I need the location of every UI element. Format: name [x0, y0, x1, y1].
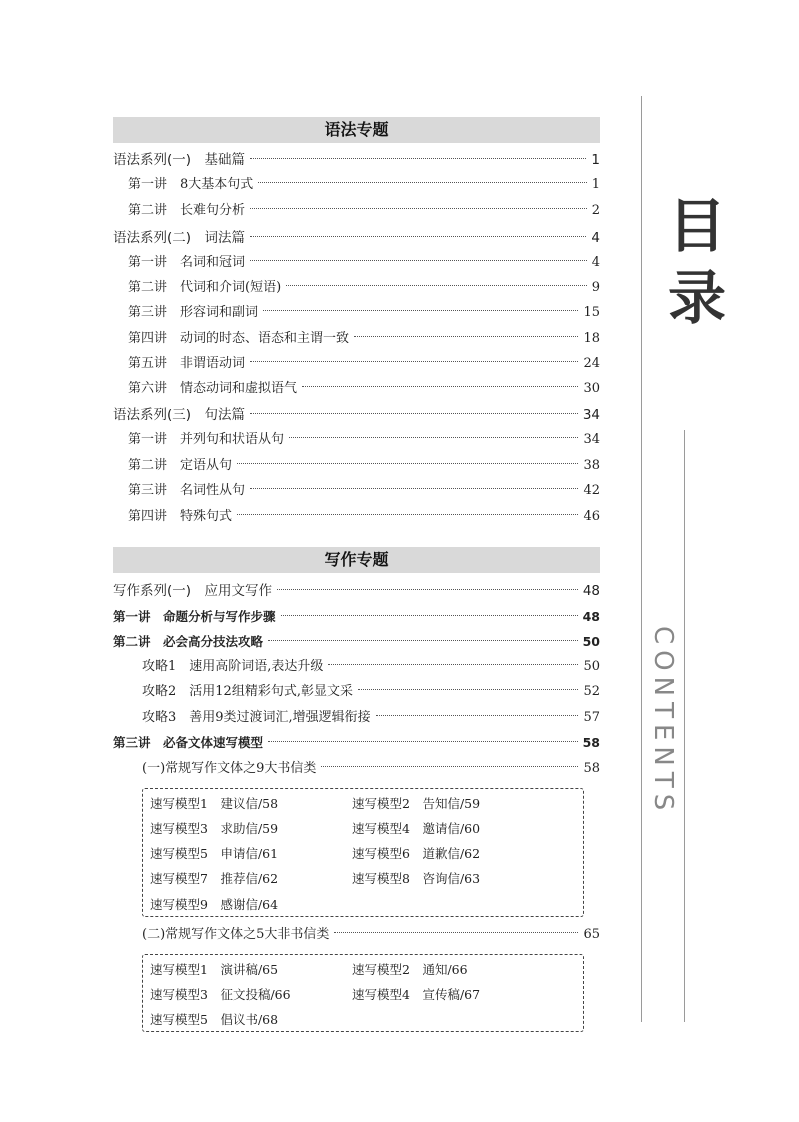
entry-label: 写作系列(一) 应用文写作 [113, 583, 273, 599]
leader-dots [334, 932, 578, 933]
leader-dots [268, 741, 578, 742]
toc-entry[interactable] [113, 733, 600, 753]
toc-entry[interactable] [113, 632, 600, 652]
leader-dots [250, 158, 586, 159]
entry-page: 46 [583, 509, 600, 524]
entry-label: 第一讲 命题分析与写作步骤 [113, 609, 276, 624]
entry-page: 50 [583, 659, 600, 674]
toc-entry[interactable] [128, 430, 600, 450]
toc-entry[interactable] [113, 607, 600, 627]
side-title-panel [641, 96, 728, 1022]
leader-dots [250, 488, 578, 489]
entry-page: 38 [583, 458, 600, 473]
entry-label: 第二讲 定语从句 [128, 458, 233, 473]
template-item[interactable]: 速写模型3 征文投稿/66 [150, 987, 291, 1002]
entry-page: 42 [583, 483, 600, 498]
entry-page: 15 [583, 305, 600, 320]
leader-dots [250, 236, 586, 237]
entry-page: 58 [582, 735, 600, 750]
template-item[interactable]: 速写模型5 倡议书/68 [150, 1012, 279, 1027]
entry-page: 57 [583, 710, 600, 725]
entry-label: 第三讲 必备文体速写模型 [113, 735, 264, 750]
contents-vertical-text: CONTENTS [648, 626, 678, 817]
side-title-char-1: 目 [667, 192, 726, 260]
entry-label: 语法系列(三) 句法篇 [113, 407, 246, 423]
toc-entry[interactable] [142, 708, 600, 728]
template-item[interactable]: 速写模型9 感谢信/64 [150, 897, 279, 912]
entry-label: 第五讲 非谓语动词 [128, 356, 246, 371]
entry-label: (一)常规写作文体之9大书信类 [142, 761, 317, 776]
entry-label: 语法系列(一) 基础篇 [113, 152, 246, 168]
entry-page: 1 [591, 152, 600, 168]
toc-entry[interactable] [128, 379, 600, 399]
template-item[interactable]: 速写模型1 建议信/58 [150, 796, 279, 811]
leader-dots [289, 437, 578, 438]
template-item[interactable]: 速写模型5 申请信/61 [150, 846, 279, 861]
non-letter-template-box [142, 954, 584, 1032]
toc-entry[interactable] [128, 481, 600, 501]
leader-dots [281, 615, 578, 616]
toc-entry[interactable] [113, 405, 600, 425]
toc-entry[interactable] [142, 657, 600, 677]
entry-label: 攻略1 速用高阶词语,表达升级 [142, 659, 324, 674]
leader-dots [354, 336, 578, 337]
entry-page: 4 [591, 255, 600, 270]
entry-page: 65 [583, 927, 600, 942]
entry-page: 18 [583, 331, 600, 346]
leader-dots [237, 514, 578, 515]
leader-dots [258, 182, 586, 183]
entry-page: 30 [583, 381, 600, 396]
toc-entry[interactable] [128, 507, 600, 527]
entry-label: 第三讲 名词性从句 [128, 483, 246, 498]
leader-dots [250, 413, 578, 414]
template-item[interactable]: 速写模型7 推荐信/62 [150, 871, 279, 886]
entry-label: 第四讲 动词的时态、语态和主谓一致 [128, 331, 350, 346]
entry-label: 第一讲 名词和冠词 [128, 255, 246, 270]
leader-dots [250, 260, 587, 261]
toc-entry[interactable] [142, 759, 600, 779]
letter-template-box [142, 788, 584, 917]
entry-label: 第二讲 必会高分技法攻略 [113, 634, 264, 649]
leader-dots [321, 766, 578, 767]
toc-entry[interactable] [128, 278, 600, 298]
toc-entry[interactable] [113, 581, 600, 601]
entry-label: 第三讲 形容词和副词 [128, 305, 259, 320]
template-item[interactable]: 速写模型2 告知信/59 [352, 796, 481, 811]
entry-label: 语法系列(二) 词法篇 [113, 230, 246, 246]
toc-entry[interactable] [128, 175, 600, 195]
toc-entry[interactable] [128, 354, 600, 374]
toc-entry[interactable] [142, 682, 600, 702]
entry-label: 第一讲 并列句和状语从句 [128, 432, 285, 447]
entry-page: 34 [582, 407, 600, 423]
leader-dots [263, 310, 578, 311]
template-item[interactable]: 速写模型6 道歉信/62 [352, 846, 481, 861]
entry-page: 2 [591, 203, 600, 218]
leader-dots [277, 589, 578, 590]
section-header-grammar: 语法专题 [113, 117, 600, 143]
entry-page: 24 [583, 356, 600, 371]
section-header-writing: 写作专题 [113, 547, 600, 573]
entry-label: (二)常规写作文体之5大非书信类 [142, 927, 330, 942]
leader-dots [302, 386, 578, 387]
template-item[interactable]: 速写模型1 演讲稿/65 [150, 962, 279, 977]
side-divider-line [684, 430, 685, 1022]
toc-entry[interactable] [128, 303, 600, 323]
entry-page: 34 [583, 432, 600, 447]
template-item[interactable]: 速写模型4 邀请信/60 [352, 821, 481, 836]
toc-entry[interactable] [113, 150, 600, 170]
side-title-char-2: 录 [667, 264, 726, 332]
toc-entry[interactable] [128, 201, 600, 221]
entry-page: 1 [591, 177, 600, 192]
entry-label: 第一讲 8大基本句式 [128, 177, 254, 192]
entry-label: 攻略3 善用9类过渡词汇,增强逻辑衔接 [142, 710, 371, 725]
toc-entry[interactable] [128, 329, 600, 349]
entry-label: 第二讲 长难句分析 [128, 203, 246, 218]
toc-entry[interactable] [128, 253, 600, 273]
entry-page: 48 [582, 583, 600, 599]
entry-label: 第四讲 特殊句式 [128, 509, 233, 524]
entry-page: 48 [582, 609, 600, 624]
entry-label: 第二讲 代词和介词(短语) [128, 280, 282, 295]
template-item[interactable]: 速写模型8 咨询信/63 [352, 871, 481, 886]
template-item[interactable]: 速写模型4 宣传稿/67 [352, 987, 481, 1002]
entry-page: 58 [583, 761, 600, 776]
entry-page: 52 [583, 684, 600, 699]
leader-dots [358, 689, 579, 690]
entry-label: 攻略2 活用12组精彩句式,彰显文采 [142, 684, 353, 699]
entry-page: 4 [591, 230, 600, 246]
leader-dots [237, 463, 578, 464]
entry-label: 第六讲 情态动词和虚拟语气 [128, 381, 298, 396]
leader-dots [286, 285, 587, 286]
toc-entry[interactable] [142, 925, 600, 945]
toc-entry[interactable] [128, 456, 600, 476]
entry-page: 50 [582, 634, 600, 649]
template-item[interactable]: 速写模型3 求助信/59 [150, 821, 279, 836]
toc-entry[interactable] [113, 228, 600, 248]
leader-dots [376, 715, 579, 716]
template-item[interactable]: 速写模型2 通知/66 [352, 962, 468, 977]
entry-page: 9 [591, 280, 600, 295]
leader-dots [250, 208, 587, 209]
leader-dots [268, 640, 578, 641]
leader-dots [250, 361, 578, 362]
leader-dots [328, 664, 578, 665]
